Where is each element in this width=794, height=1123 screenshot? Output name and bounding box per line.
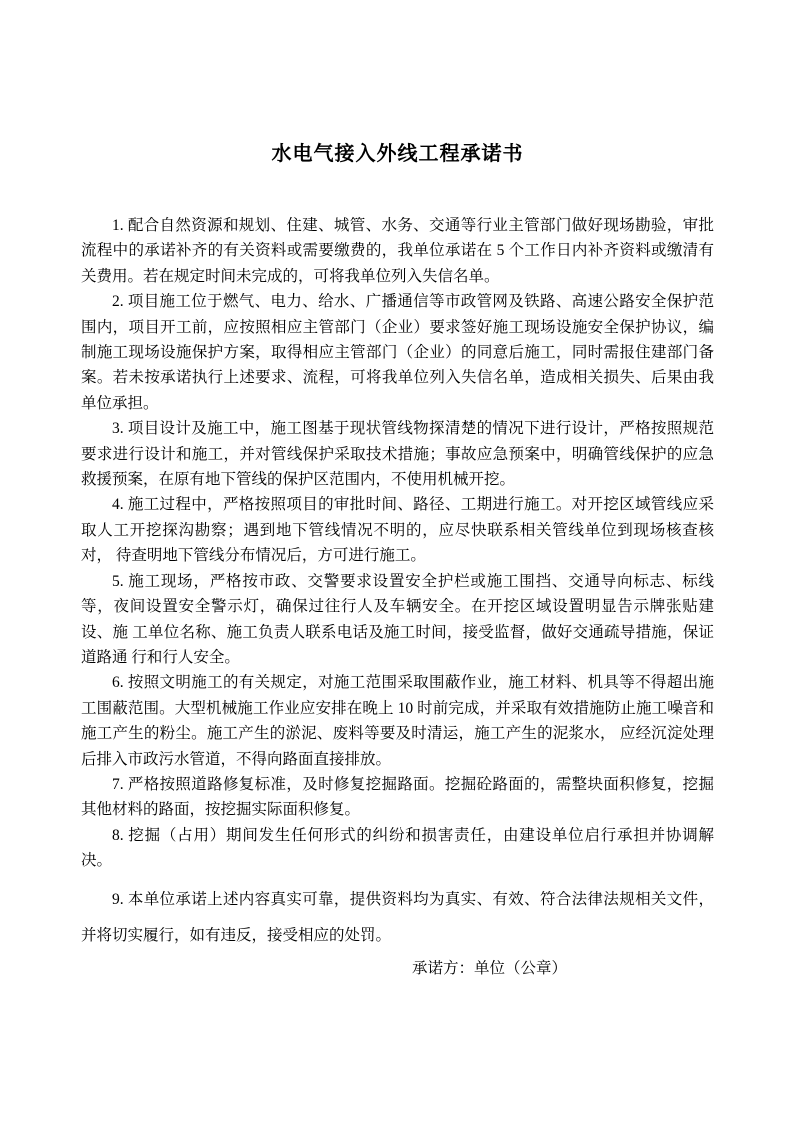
paragraph-4: 4. 施工过程中，严格按照项目的审批时间、路径、工期进行施工。对开挖区域管线应采取人工开挖探沟勘察；遇到地下管线情况不明的，应尽快联系相关管线单位到现场核查核对， 待查明地下管线分布情况后，方可进行施工。	[81, 496, 714, 565]
document-body	[81, 213, 714, 954]
paragraph-8: 8. 挖掘（占用）期间发生任何形式的纠纷和损害责任，由建设单位启行承担并协调解决。	[81, 826, 714, 870]
paragraph-1: 1. 配合自然资源和规划、住建、城管、水务、交通等行业主管部门做好现场勘验，审批流程中的承诺补齐的有关资料或需要缴费的，我单位承诺在 5 个工作日内补齐资料或缴清有关费用。若在规定时间未完成的，可将我单位列入失信名单。	[81, 217, 714, 285]
paragraph-7: 7. 严格按照道路修复标准，及时修复挖掘路面。挖掘砼路面的，需整块面积修复，挖掘其他材料的路面，按挖掘实际面积修复。	[81, 775, 714, 819]
paragraph-3: 3. 项目设计及施工中，施工图基于现状管线物探清楚的情况下进行设计，严格按照规范要求进行设计和施工，并对管线保护采取技术措施；事故应急预案中，明确管线保护的应急救援预案，在原有地下管线的保护区范围内，不使用机械开挖。	[81, 420, 714, 489]
signature-line	[81, 956, 714, 981]
paragraph-9: 9. 本单位承诺上述内容真实可靠，提供资料均为真实、有效、符合法律法规相关文件，并将切实履行，如有违反，接受相应的处罚。	[81, 890, 714, 944]
signature-text: 承诺方：单位（公章）	[412, 959, 568, 977]
paragraph-2: 2. 项目施工位于燃气、电力、给水、广播通信等市政管网及铁路、高速公路安全保护范 围内，项目开工前，应按照相应主管部门（企业）要求签好施工现场设施安全保护协议，编 制施工现场设施保护方案，取得相应主管部门（企业）的同意后施工，同时需报住建部门备 案。若未按承诺执行上述要求、流程，可将我单位列入失信名单，造成相关损失、后果由我 单位承担。	[81, 293, 714, 412]
paragraph-6: 6. 按照文明施工的有关规定，对施工范围采取围蔽作业，施工材料、机具等不得超出施工围蔽范围。大型机械施工作业应安排在晚上 10 时前完成，并采取有效措施防止施工噪音和 施工产生的粉尘。施工产生的淤泥、废料等要及时清运，施工产生的泥浆水， 应经沉淀处理 后排入市政污水管道，不得向路面直接排放。	[81, 674, 714, 768]
document-title: 水电气接入外线工程承诺书	[271, 143, 524, 165]
paragraph-5: 5. 施工现场，严格按市政、交警要求设置安全护栏或施工围挡、交通导向标志、标线等，夜间设置安全警示灯，确保过往行人及车辆安全。在开挖区域设置明显告示牌张贴建设、施 工单位名称、施工负责人联系电话及施工时间，接受监督，做好交通疏导措施，保证道路通 行和行人安全。	[81, 572, 714, 666]
